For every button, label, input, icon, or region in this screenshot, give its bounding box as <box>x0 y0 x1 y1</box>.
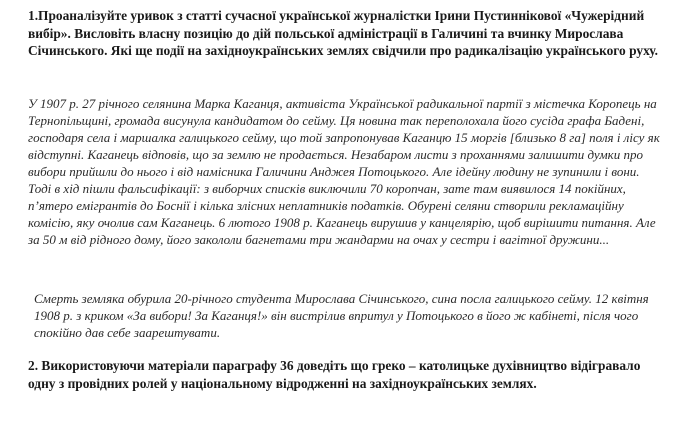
quote-paragraph-2: Смерть земляка обурила 20-річного студента Мирослава Січинського, сина посла галицького сейму. 12 квітня 1908 р. з криком «За вибори! За Каганця!» він вистрілив впритул у Потоцького в його ж кабінеті, після чого спокійно дав себе заарештувати. <box>34 291 649 340</box>
task-1-question: 1.Проаналізуйте уривок з статті сучасної української журналістки Ірини Пустиннікової «Чужерідний вибір». Висловіть власну позицію до дій польської адміністрації в Галичині та вчинку Мирослава Січинського. Які ще події на західноукраїнських землях свідчили про радикалізацію українського руху. <box>28 8 658 58</box>
task-2-question: 2. Використовуючи матеріали параграфу 36 доведіть що греко – католицьке духівництво відігравало одну з провідних ролей у національному відродженні на західноукраїнських землях. <box>28 358 641 391</box>
quote-paragraph-1: У 1907 р. 27 річного селянина Марка Каганця, активіста Української радикальної партії з містечка Коропець на Тернопільщині, громада висунула кандидатом до сейму. Ця новина так переполохала його сусіда графа Бадені, господаря села і маршалка галицького сейму, що той запропонував Каганцю 15 моргів [близько 8 га] поля і лісу як відступні. Каганець відповів, що за землю не продається. Незабаром листи з проханнями залишити думки про вибори прийшли до нього і від намісника Галичини Анджея Потоцького. Але ідейну людину не зупинили і вони. Тоді в хід пішли фальсифікації: з виборчих списків виключили 70 коропчан, зате там виявилося 14 покійних, п’ятеро емігрантів до Боснії і кілька злісних неплатників податків. Обурені селяни створили рекламаційну комісію, яку очолив сам Каганець. 6 лютого 1908 р. Каганець вирушив у канцелярію, щоб вирішити питання. Але за 50 м від рідного дому, його закололи багнетами три жандарми на очах у сестри і вагітної дружини... <box>28 96 660 247</box>
